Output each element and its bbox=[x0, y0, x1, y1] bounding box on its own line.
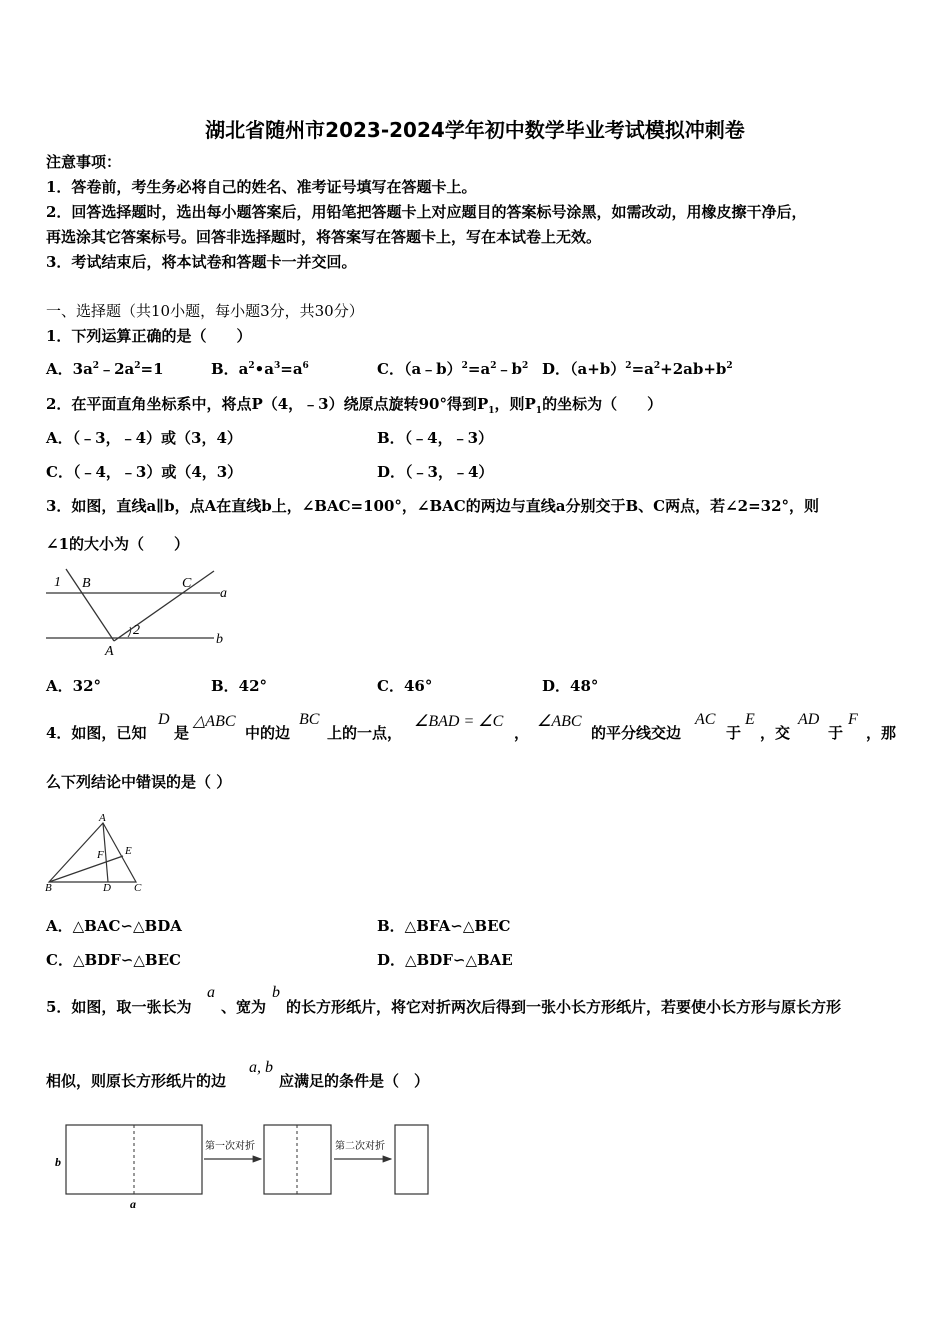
q4-math-E: E bbox=[745, 711, 755, 728]
q4-math-triangle: △ABC bbox=[193, 713, 236, 730]
notice-item: 3．考试结束后，将本试卷和答题卡一并交回。 bbox=[46, 253, 357, 271]
q4-math-AD: AD bbox=[798, 711, 820, 728]
q4-math-D: D bbox=[158, 711, 170, 728]
q4-text: ，那 bbox=[866, 724, 897, 742]
q5-math-a: a bbox=[207, 984, 215, 1001]
q4-text: 的平分线交边 bbox=[591, 724, 682, 742]
fig-label-1: 1 bbox=[54, 575, 61, 590]
q4-math-angle: ∠ABC bbox=[537, 713, 582, 730]
fig-label-F: F bbox=[97, 849, 104, 861]
fig-label-A: A bbox=[99, 812, 106, 824]
q4-math-equation: ∠BAD = ∠C bbox=[414, 713, 504, 730]
q2-option-d: D．（﹣3，﹣4） bbox=[377, 463, 494, 481]
q4-stem-line2: 么下列结论中错误的是（ ） bbox=[46, 773, 232, 791]
q4-text: 中的边 bbox=[245, 724, 291, 742]
fig-label-b: b bbox=[55, 1155, 61, 1169]
q4-option-b: B．△BFA∽△BEC bbox=[377, 917, 511, 935]
q4-text: ，交 bbox=[760, 724, 791, 742]
q1-option-b: B．$a^2•a^3=a^6$ bbox=[211, 360, 309, 378]
q4-text: 上的一点， bbox=[327, 724, 403, 742]
fig-label-C: C bbox=[182, 576, 192, 591]
fig-label-2: 2 bbox=[133, 623, 140, 638]
fig-label-E: E bbox=[125, 845, 132, 857]
fig-label-D: D bbox=[103, 882, 111, 894]
q4-option-c: C．△BDF∽△BEC bbox=[46, 951, 181, 969]
q3-stem-line1: 3．如图，直线a∥b，点A在直线b上，∠BAC=100°，∠BAC的两边与直线a分别交于B、C两点，若∠2=32°，则 bbox=[46, 497, 820, 515]
q5-text: 相似，则原长方形纸片的边 bbox=[46, 1072, 227, 1090]
notice-item: 2．回答选择题时，选出每小题答案后，用铅笔把答题卡上对应题目的答案标号涂黑，如需改动，用橡皮擦干净后， bbox=[46, 203, 807, 221]
q3-option-d: D．48° bbox=[542, 677, 599, 695]
fig-label-B: B bbox=[45, 882, 52, 894]
q1-stem: 1．下列运算正确的是（ ） bbox=[46, 327, 252, 345]
q3-option-c: C．46° bbox=[377, 677, 433, 695]
fig-label-fold1: 第一次对折 bbox=[205, 1141, 255, 1152]
fig-label-b: b bbox=[216, 632, 223, 647]
fig-label-A: A bbox=[105, 644, 114, 659]
q2-stem: 2．在平面直角坐标系中，将点P（4，﹣3）绕原点旋转90°得到$P_1$，则$P_1$的坐标为（ ） bbox=[46, 395, 663, 416]
q5-text: 应满足的条件是（ ） bbox=[279, 1072, 430, 1090]
q2-option-a: A．（﹣3，﹣4）或（3，4） bbox=[46, 429, 242, 447]
notice-item: 1．答卷前，考生务必将自己的姓名、准考证号填写在答题卡上。 bbox=[46, 178, 477, 196]
fig-label-fold2: 第二次对折 bbox=[335, 1141, 385, 1152]
q5-text: 的长方形纸片，将它对折两次后得到一张小长方形纸片，若要使小长方形与原长方形 bbox=[286, 998, 842, 1016]
q1-option-d: D．$(a+b)^2=a^2+2ab+b^2$ bbox=[542, 360, 733, 378]
fig-label-B: B bbox=[82, 576, 91, 591]
fig-label-a: a bbox=[130, 1197, 136, 1211]
q2-option-c: C．（﹣4，﹣3）或（4，3） bbox=[46, 463, 243, 481]
q4-math-F: F bbox=[848, 711, 858, 728]
q4-option-a: A．△BAC∽△BDA bbox=[46, 917, 182, 935]
q3-stem-line2: ∠1的大小为（ ） bbox=[46, 535, 190, 553]
q5-math-ab: a, b bbox=[249, 1059, 273, 1076]
q4-text: 4．如图，已知 bbox=[46, 724, 147, 742]
q4-text: ， bbox=[514, 724, 530, 742]
fig-label-a: a bbox=[220, 586, 227, 601]
notice-item: 再选涂其它答案标号。回答非选择题时，将答案写在答题卡上，写在本试卷上无效。 bbox=[46, 228, 602, 246]
q4-figure bbox=[44, 812, 154, 894]
q1-option-c: C．$(a﹣b)^2=a^2﹣b^2$ bbox=[377, 360, 529, 378]
q5-figure bbox=[52, 1118, 442, 1214]
q4-option-d: D．△BDF∽△BAE bbox=[377, 951, 513, 969]
q5-text: 、宽为 bbox=[221, 998, 267, 1016]
q4-text: 是 bbox=[174, 724, 190, 742]
q4-text: 于 bbox=[726, 724, 742, 742]
q3-option-b: B．42° bbox=[211, 677, 268, 695]
q3-option-a: A．32° bbox=[46, 677, 102, 695]
q3-figure bbox=[44, 567, 234, 659]
q4-math-BC: BC bbox=[299, 711, 320, 728]
q1-option-a: A．$3a^2﹣2a^2=1$ bbox=[46, 360, 164, 378]
q4-text: 于 bbox=[828, 724, 844, 742]
section-heading: 一、选择题（共10小题，每小题3分，共30分） bbox=[46, 302, 364, 320]
q5-text: 5．如图，取一张长为 bbox=[46, 998, 192, 1016]
q2-option-b: B．（﹣4，﹣3） bbox=[377, 429, 494, 447]
q5-math-b: b bbox=[272, 984, 280, 1001]
fig-label-C: C bbox=[134, 882, 142, 894]
q4-math-AC: AC bbox=[695, 711, 716, 728]
notice-heading: 注意事项： bbox=[46, 153, 122, 171]
page-title: 湖北省随州市2023-2024学年初中数学毕业考试模拟冲刺卷 bbox=[205, 118, 745, 142]
